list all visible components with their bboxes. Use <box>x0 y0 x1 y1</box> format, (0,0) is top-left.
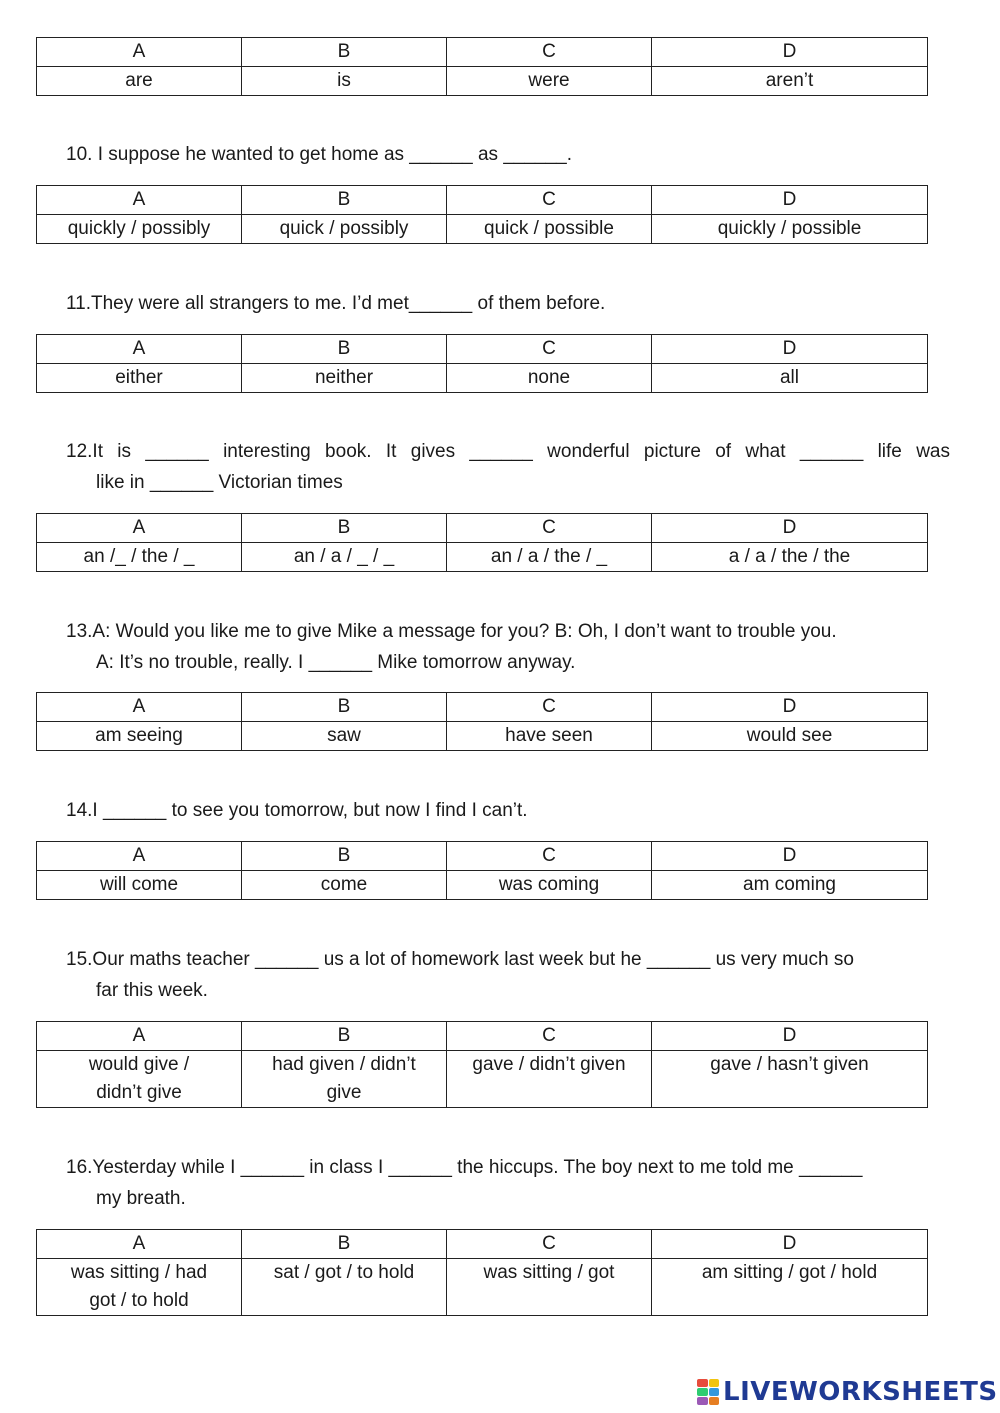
option-letter-a: A <box>37 693 242 722</box>
option-d-text: aren’t <box>652 67 928 96</box>
option-letter-a: A <box>37 514 242 543</box>
option-letter-d: D <box>652 693 928 722</box>
option-letter-c: C <box>447 38 652 67</box>
option-letter-a: A <box>37 186 242 215</box>
option-letter-d: D <box>652 514 928 543</box>
logo-icon <box>697 1379 719 1405</box>
option-a-text <box>37 1051 242 1108</box>
question-11-text <box>66 288 950 319</box>
options-header-row <box>37 1230 928 1259</box>
option-letter-c: C <box>447 335 652 364</box>
options-header-row <box>37 693 928 722</box>
question-line: 13.A: Would you like me to give Mike a message for you? B: Oh, I don’t want to trouble you. <box>66 621 837 642</box>
option-line: got / to hold <box>89 1290 189 1311</box>
option-letter-c: C <box>447 1230 652 1259</box>
question-15-text <box>66 944 950 1006</box>
option-c-text: gave / didn’t given <box>447 1051 652 1108</box>
options-answer-row <box>37 722 928 751</box>
option-c-text: was sitting / got <box>447 1259 652 1316</box>
option-letter-c: C <box>447 1022 652 1051</box>
options-answer-row <box>37 871 928 900</box>
option-letter-b: B <box>242 38 447 67</box>
option-b-text: an / a / _ / _ <box>242 543 447 572</box>
question-14-text <box>66 795 950 826</box>
options-header-row <box>37 514 928 543</box>
option-line: give <box>326 1082 362 1103</box>
question-line: 10. I suppose he wanted to get home as ______ as ______. <box>66 144 572 165</box>
options-answer-row <box>37 215 928 244</box>
options-answer-row <box>37 67 928 96</box>
question-line-continued: like in ______ Victorian times <box>96 472 343 493</box>
option-a-text: an /_ / the / _ <box>37 543 242 572</box>
option-d-text: am sitting / got / hold <box>652 1259 928 1316</box>
options-answer-row <box>37 543 928 572</box>
option-line: was sitting / had <box>70 1262 208 1283</box>
question-13-text <box>66 616 950 678</box>
option-letter-c: C <box>447 514 652 543</box>
option-d-text: all <box>652 364 928 393</box>
option-letter-c: C <box>447 842 652 871</box>
options-table-q15 <box>36 1021 928 1108</box>
option-a-text <box>37 1259 242 1316</box>
logo-block <box>709 1388 720 1396</box>
option-line: had given / didn’t <box>272 1054 416 1075</box>
question-line: 12.It is ______ interesting book. It gives ______ wonderful picture of what ______ life was <box>66 441 950 462</box>
option-letter-a: A <box>37 1230 242 1259</box>
options-table-q9 <box>36 37 928 96</box>
option-line: didn’t give <box>96 1082 182 1103</box>
options-answer-row <box>37 1259 928 1316</box>
logo-block <box>697 1388 708 1396</box>
liveworksheets-logo <box>697 1377 998 1407</box>
option-letter-c: C <box>447 693 652 722</box>
option-letter-b: B <box>242 514 447 543</box>
option-letter-b: B <box>242 335 447 364</box>
option-letter-b: B <box>242 842 447 871</box>
options-answer-row <box>37 364 928 393</box>
option-letter-b: B <box>242 1022 447 1051</box>
option-letter-a: A <box>37 335 242 364</box>
question-line: 14.I ______ to see you tomorrow, but now I find I can’t. <box>66 800 528 821</box>
option-letter-b: B <box>242 1230 447 1259</box>
option-b-text: saw <box>242 722 447 751</box>
question-line-continued: A: It’s no trouble, really. I ______ Mike tomorrow anyway. <box>96 652 576 673</box>
option-d-text: gave / hasn’t given <box>652 1051 928 1108</box>
logo-text: LIVEWORKSHEETS <box>723 1377 998 1407</box>
option-d-text: would see <box>652 722 928 751</box>
option-b-text: quick / possibly <box>242 215 447 244</box>
option-letter-d: D <box>652 1230 928 1259</box>
option-b-text <box>242 1051 447 1108</box>
option-a-text: either <box>37 364 242 393</box>
options-table-q12 <box>36 513 928 572</box>
options-header-row <box>37 842 928 871</box>
option-c-text: none <box>447 364 652 393</box>
option-letter-a: A <box>37 1022 242 1051</box>
logo-block <box>697 1379 708 1387</box>
option-b-text: sat / got / to hold <box>242 1259 447 1316</box>
question-16-text <box>66 1152 950 1214</box>
option-line: would give / <box>88 1054 190 1075</box>
options-header-row <box>37 186 928 215</box>
option-c-text: have seen <box>447 722 652 751</box>
options-header-row <box>37 38 928 67</box>
option-b-text: come <box>242 871 447 900</box>
question-10-text <box>66 139 950 170</box>
option-a-text: am seeing <box>37 722 242 751</box>
option-letter-a: A <box>37 38 242 67</box>
options-header-row <box>37 1022 928 1051</box>
question-line: 15.Our maths teacher ______ us a lot of homework last week but he ______ us very much so <box>66 949 854 970</box>
option-c-text: was coming <box>447 871 652 900</box>
option-a-text: are <box>37 67 242 96</box>
option-d-text: quickly / possible <box>652 215 928 244</box>
option-c-text: quick / possible <box>447 215 652 244</box>
option-letter-b: B <box>242 693 447 722</box>
option-b-text: is <box>242 67 447 96</box>
option-c-text: were <box>447 67 652 96</box>
option-letter-c: C <box>447 186 652 215</box>
option-letter-d: D <box>652 335 928 364</box>
option-c-text: an / a / the / _ <box>447 543 652 572</box>
question-12-text <box>66 436 950 498</box>
options-table-q13 <box>36 692 928 751</box>
options-table-q14 <box>36 841 928 900</box>
question-line-continued: far this week. <box>96 980 208 1001</box>
question-line-continued: my breath. <box>96 1188 186 1209</box>
logo-block <box>697 1397 708 1405</box>
option-letter-d: D <box>652 1022 928 1051</box>
option-b-text: neither <box>242 364 447 393</box>
logo-block <box>709 1379 720 1387</box>
options-table-q10 <box>36 185 928 244</box>
question-line: 16.Yesterday while I ______ in class I ______ the hiccups. The boy next to me told me ______ <box>66 1157 863 1178</box>
logo-block <box>709 1397 720 1405</box>
options-table-q11 <box>36 334 928 393</box>
options-header-row <box>37 335 928 364</box>
option-letter-d: D <box>652 186 928 215</box>
option-letter-d: D <box>652 842 928 871</box>
options-table-q16 <box>36 1229 928 1316</box>
option-d-text: am coming <box>652 871 928 900</box>
option-d-text: a / a / the / the <box>652 543 928 572</box>
option-a-text: quickly / possibly <box>37 215 242 244</box>
option-a-text: will come <box>37 871 242 900</box>
question-line: 11.They were all strangers to me. I’d met______ of them before. <box>66 293 606 314</box>
option-letter-a: A <box>37 842 242 871</box>
option-letter-d: D <box>652 38 928 67</box>
options-answer-row <box>37 1051 928 1108</box>
option-letter-b: B <box>242 186 447 215</box>
